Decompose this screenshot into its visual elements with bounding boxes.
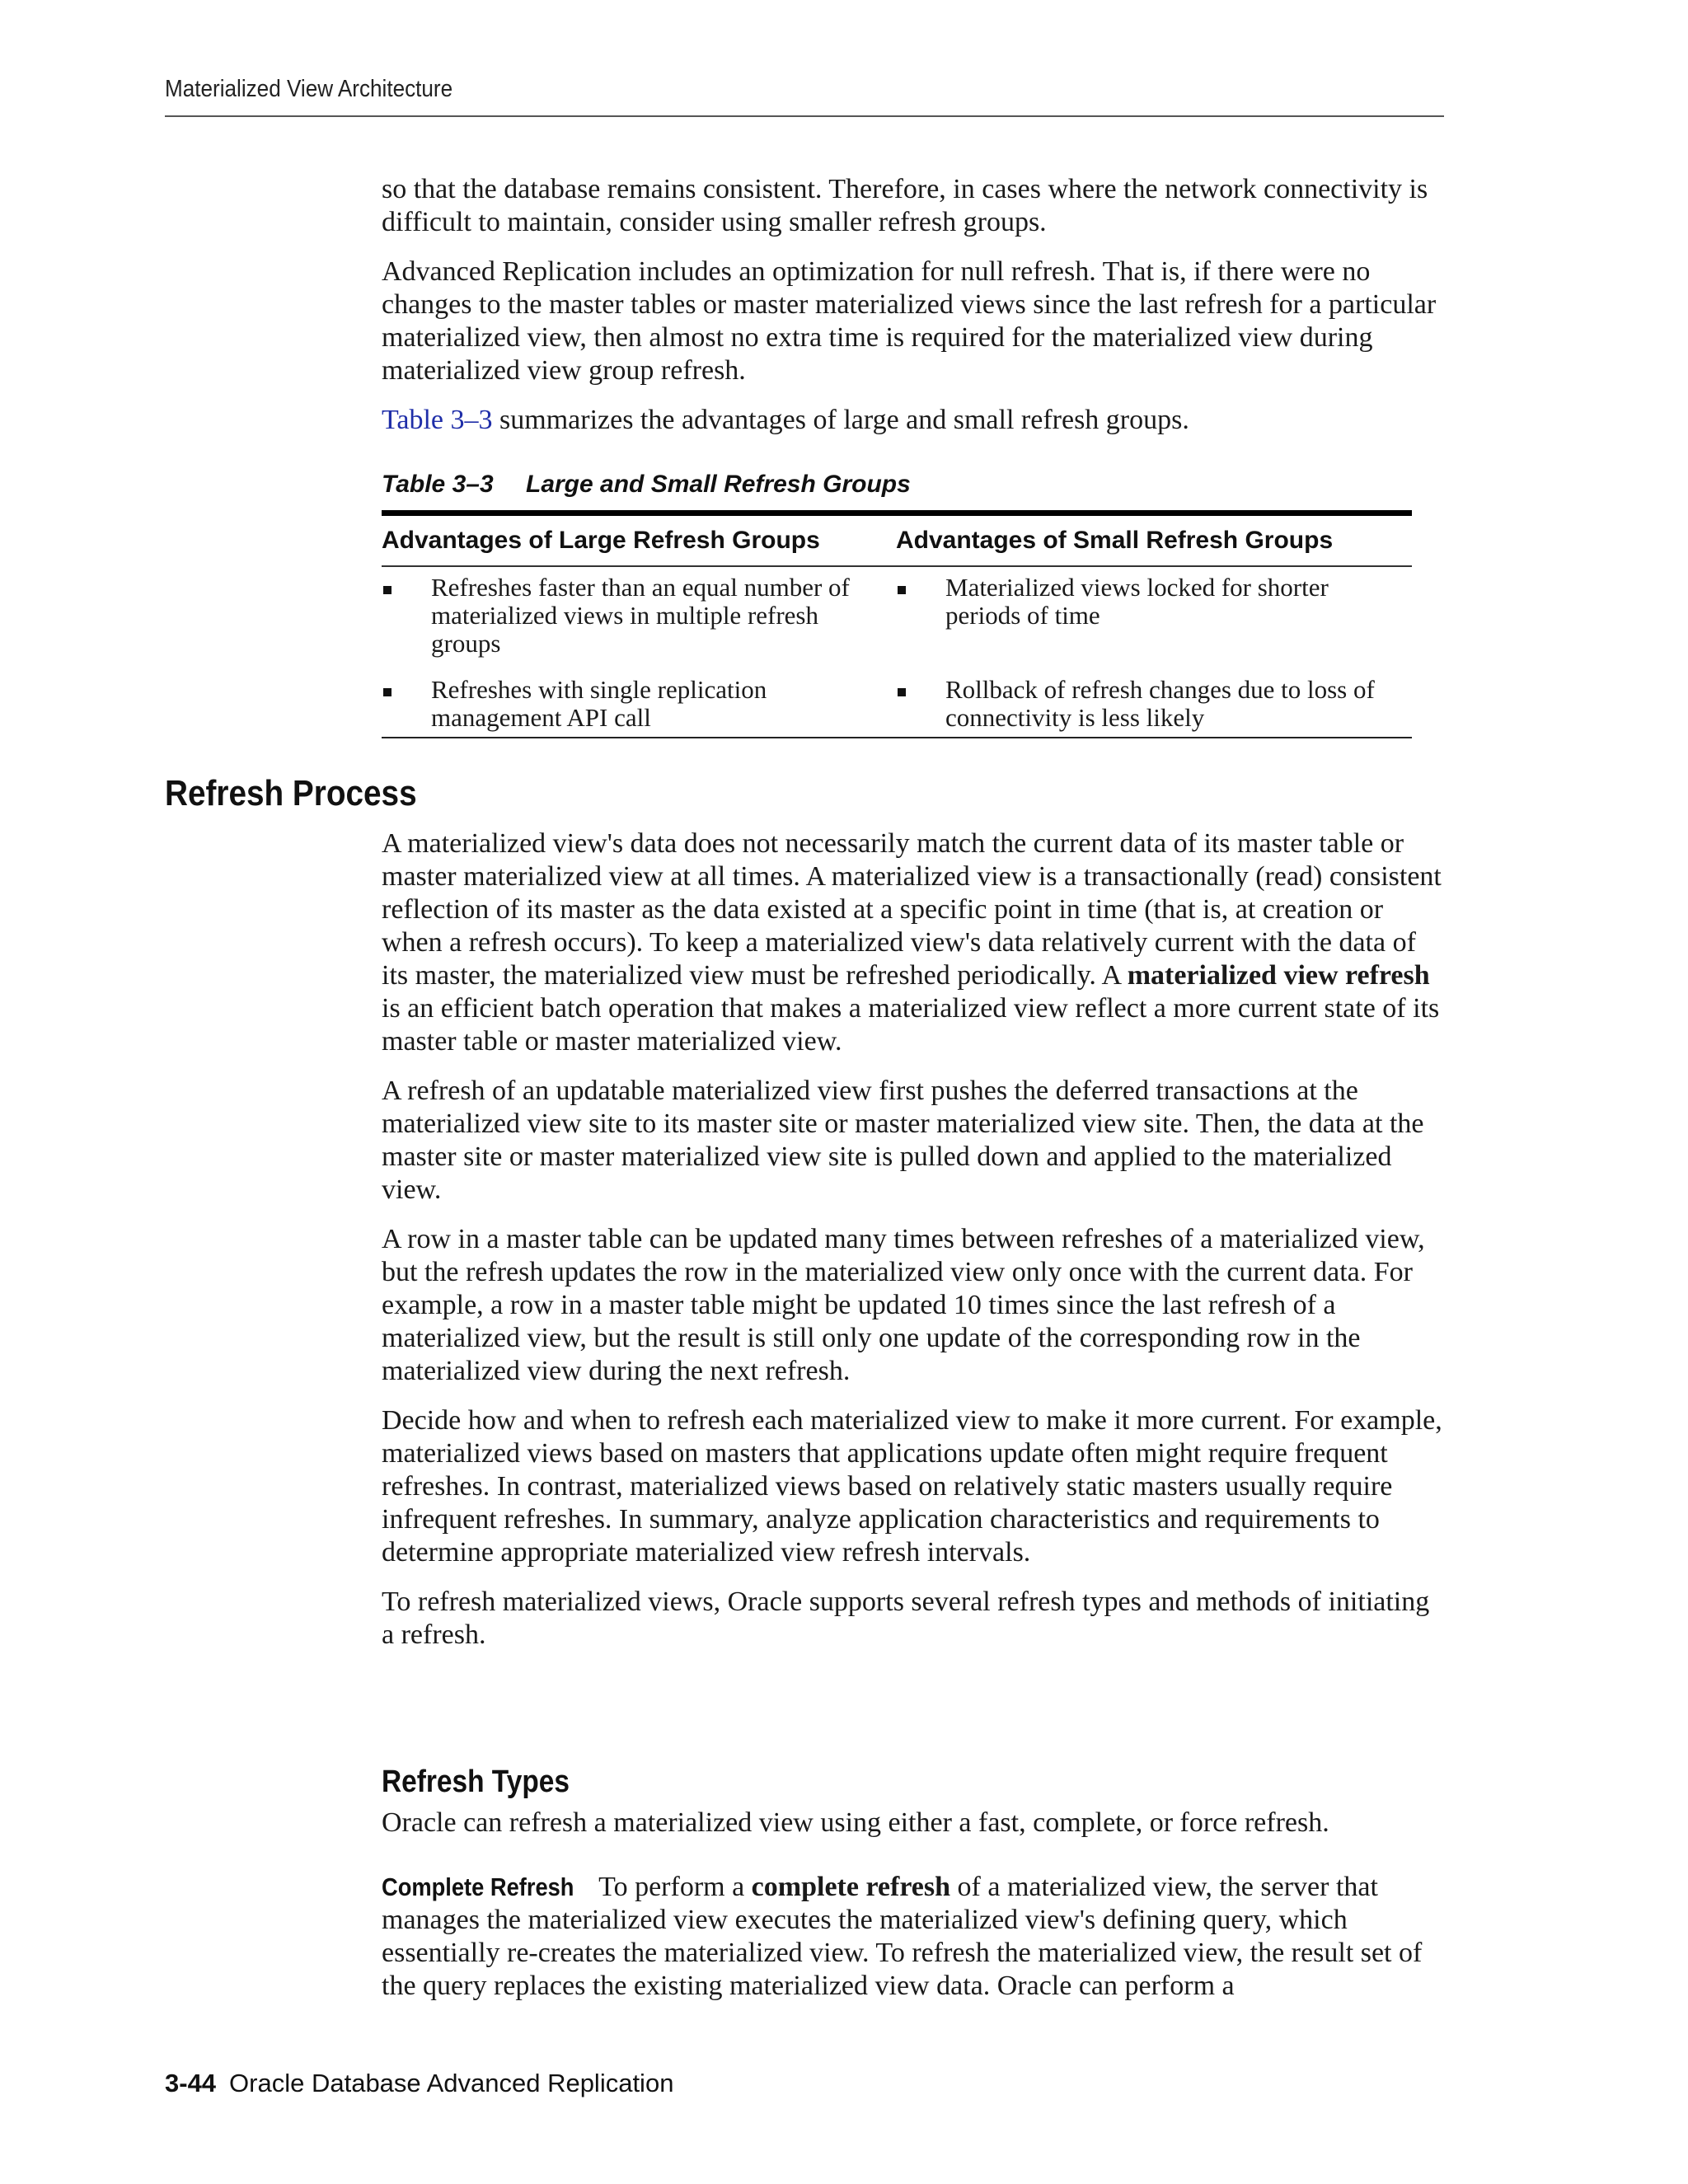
table-body — [382, 567, 1412, 737]
table-caption — [382, 471, 911, 499]
page-footer — [165, 2069, 673, 2098]
complete-refresh-paragraph: Complete Refresh To perform a complete refresh of a materialized view, the server that manages the materialized view executes the materialized view's defining query, which essentially re-creates the materialized view. To refresh the materialized view, the result set of the query replaces the existing materialized view data. Oracle can perform a — [382, 1872, 1423, 2001]
book-title: Oracle Database Advanced Replication — [229, 2069, 674, 2097]
bullet-icon — [898, 688, 906, 696]
running-header: Materialized View Architecture — [165, 76, 453, 102]
subsection-heading-refresh-types: Refresh Types — [382, 1765, 570, 1799]
intro-paragraph-2: Advanced Replication includes an optimization for null refresh. That is, if there were no changes to the master tables or master materialized views since the last refresh for a particular materialized view, then almost no extra time is required for the materialized view during materialized view group refresh. — [382, 256, 1437, 386]
list-item: Materialized views locked for shorter periods of time — [896, 574, 1412, 630]
list-item: Refreshes with single replication management API call — [382, 676, 896, 732]
table-caption-title: Large and Small Refresh Groups — [526, 471, 911, 498]
intro-paragraph-3-text: summarizes the advantages of large and small refresh groups. — [492, 405, 1189, 435]
bullet-icon — [383, 586, 392, 594]
refresh-process-paragraph-3: A row in a master table can be updated many times between refreshes of a materialized view, but the refresh updates the row in the materialized view only once with the current data. For example, a row in a master table might be updated 10 times since the last refresh of a materialized view, but the result is still only one update of the corresponding row in the materialized view during the next refresh. — [382, 1224, 1425, 1386]
complete-refresh-runin-heading: Complete Refresh — [382, 1872, 574, 1901]
refresh-types-paragraph-1: Oracle can refresh a materialized view using either a fast, complete, or force refresh. — [382, 1807, 1329, 1838]
table-header-small: Advantages of Small Refresh Groups — [896, 527, 1334, 554]
refresh-process-paragraph-5: To refresh materialized views, Oracle supports several refresh types and methods of initiating a refresh. — [382, 1586, 1430, 1650]
intro-block — [382, 173, 1445, 437]
refresh-process-paragraph-4: Decide how and when to refresh each materialized view to make it more current. For example, materialized views based on masters that applications update often might require frequent refreshes. In contrast, materialized views based on relatively static masters usually require infrequent refreshes. In summary, analyze application characteristics and requirements to determine appropriate materialized view refresh intervals. — [382, 1405, 1442, 1568]
bullet-icon — [898, 586, 906, 594]
header-rule — [165, 115, 1444, 117]
list-item: Refreshes faster than an equal number of materialized views in multiple refresh groups — [382, 574, 896, 658]
small-groups-column — [896, 574, 1412, 732]
refresh-process-body — [382, 827, 1445, 1652]
intro-paragraph-1: so that the database remains consistent. Therefore, in cases where the network connectivity is difficult to maintain, consider using smaller refresh groups. — [382, 174, 1428, 237]
list-item: Rollback of refresh changes due to loss of connectivity is less likely — [896, 676, 1412, 732]
refresh-groups-table — [382, 510, 1412, 738]
table-3-3-link[interactable]: Table 3–3 — [382, 405, 493, 435]
large-groups-column — [382, 574, 896, 732]
page-number: 3-44 — [165, 2069, 217, 2097]
refresh-types-body — [382, 1807, 1445, 2003]
refresh-process-paragraph-1: A materialized view's data does not necessarily match the current data of its master table or master materialized view at all times. A materialized view is a transactionally (read) consistent reflection of its master as the data existed at a specific point in time (that is, at creation or when a refresh occurs). To keep a materialized view's data relatively current with the data of its master, the materialized view must be refreshed periodically. A materialized view refresh is an efficient batch operation that makes a materialized view reflect a more current state of its master table or master materialized view. — [382, 828, 1442, 1057]
intro-paragraph-3 — [382, 404, 1445, 437]
table-caption-number: Table 3–3 — [382, 471, 494, 498]
term-materialized-view-refresh: materialized view refresh — [1127, 960, 1430, 991]
bullet-icon — [383, 688, 392, 696]
refresh-process-paragraph-2: A refresh of an updatable materialized view first pushes the deferred transactions at the materialized view site to its master site or master materialized view site. Then, the data at the master site or master materialized view site is pulled down and applied to the materialized view. — [382, 1076, 1424, 1205]
section-heading-refresh-process: Refresh Process — [165, 773, 417, 813]
term-complete-refresh: complete refresh — [751, 1872, 951, 1902]
table-header-large: Advantages of Large Refresh Groups — [382, 527, 820, 554]
table-header-row — [382, 516, 1412, 567]
